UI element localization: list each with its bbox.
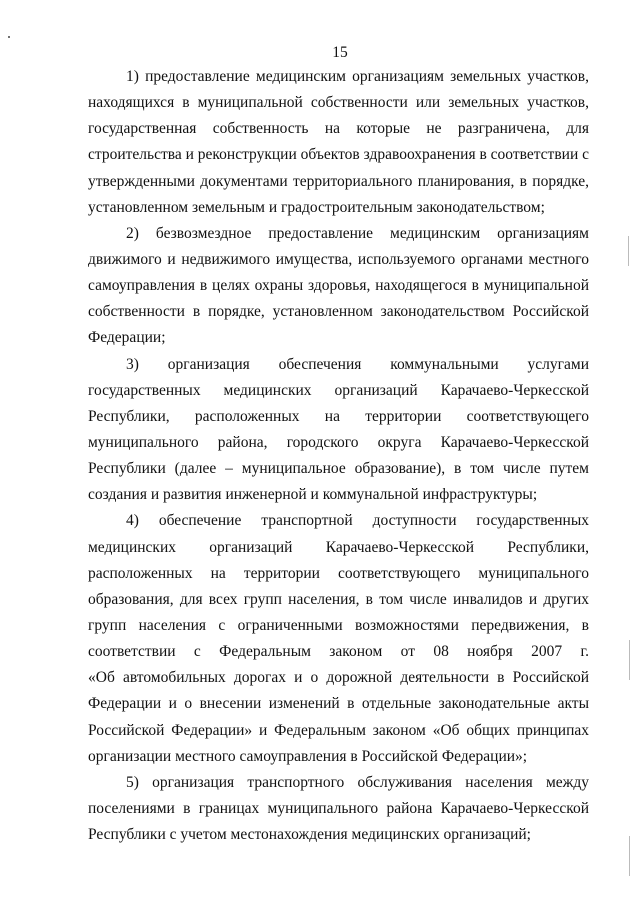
item-3-line-4: муниципального района, городского округа Карачаево-Черкесской	[88, 433, 589, 451]
item-4-line-6: соответствии с Федеральным законом от 08 ноября 2007 г.	[88, 643, 589, 661]
item-4-line-7: «Об автомобильных дорогах и о дорожной деятельности в Российской	[88, 669, 589, 687]
item-2-line-2: движимого и недвижимого имущества, используемого органами местного	[88, 250, 589, 268]
item-5-line-3: Республики с учетом местонахождения медицинских организаций;	[88, 826, 531, 844]
item-4-line-8: Федерации и о внесении изменений в отдельные законодательные акты	[88, 695, 589, 713]
item-5-line-1: 5) организация транспортного обслуживания населения между	[126, 773, 589, 791]
item-1-line-3: государственная собственность на которые не разграничена, для	[88, 120, 589, 138]
item-2-line-5: Федерации;	[88, 329, 166, 347]
item-2-line-3: самоуправления в целях охраны здоровья, находящегося в муниципальной	[88, 277, 589, 295]
item-2-line-4: собственности в порядке, установленном законодательством Российской	[88, 303, 589, 321]
item-1-line-6: установленном земельным и градостроительным законодательством;	[88, 198, 545, 216]
scan-edge-mark	[629, 640, 630, 680]
item-5-line-2: поселениями в границах муниципального района Карачаево-Черкесской	[88, 799, 589, 817]
item-3-line-2: государственных медицинских организаций Карачаево-Черкесской	[88, 381, 589, 399]
item-2-line-1: 2) безвозмездное предоставление медицинским организациям	[126, 224, 589, 242]
item-4-line-1: 4) обеспечение транспортной доступности государственных	[126, 512, 589, 530]
item-3-line-5: Республики (далее – муниципальное образование), в том числе путем	[88, 460, 589, 478]
item-4-line-3: расположенных на территории соответствующего муниципального	[88, 564, 589, 582]
item-3-line-6: создания и развития инженерной и коммунальной инфраструктуры;	[88, 486, 538, 504]
item-1-line-2: находящихся в муниципальной собственности или земельных участков,	[88, 94, 589, 112]
item-4-line-4: образования, для всех групп населения, в том числе инвалидов и других	[88, 590, 589, 608]
item-4-line-2: медицинских организаций Карачаево-Черкесской Республики,	[88, 538, 589, 556]
document-body	[88, 64, 589, 848]
item-4-line-5: групп населения с ограниченными возможностями передвижения, в	[88, 616, 589, 634]
item-3-line-3: Республики, расположенных на территории соответствующего	[88, 407, 589, 425]
item-1-line-5: утвержденными документами территориального планирования, в порядке,	[88, 172, 589, 190]
item-1-line-1: 1) предоставление медицинским организациям земельных участков,	[126, 68, 589, 85]
scan-speck	[8, 36, 10, 38]
item-3-line-1: 3) организация обеспечения коммунальными услугами	[126, 355, 589, 373]
item-1-line-4: строительства и реконструкции объектов здравоохранения в соответствии с	[88, 146, 589, 164]
item-4-line-10: организации местного самоуправления в Российской Федерации»;	[88, 747, 528, 765]
item-4-line-9: Российской Федерации» и Федеральным законом «Об общих принципах	[88, 721, 589, 739]
scan-edge-mark	[628, 236, 629, 266]
page-number: 15	[332, 44, 348, 61]
scan-edge-mark	[629, 836, 630, 876]
